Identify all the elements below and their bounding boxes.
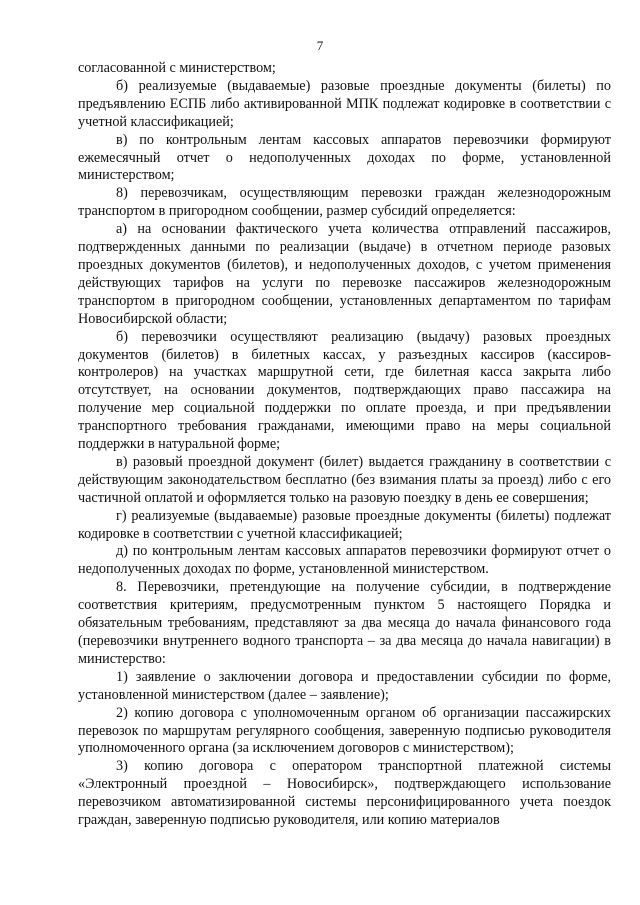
paragraph-subclause-8: 8) перевозчикам, осуществляющим перевозки граждан железнодорожным транспортом в пригородном сообщении, размер субсидий определяется: (78, 185, 611, 220)
paragraph-item-g-rail: г) реализуемые (выдаваемые) разовые проездные документы (билеты) подлежат кодировке в соответствии с учетной классификацией; (78, 507, 611, 542)
paragraph-item-v-rail: в) разовый проездной документ (билет) выдается гражданину в соответствии с действующим законодательством бесплатно (без взимания платы за проезд) либо с его частичной оплатой и оформляется только на разовую поездку в день ее совершения; (78, 453, 611, 506)
page-number: 7 (316, 38, 324, 53)
paragraph-item-d-rail: д) по контрольным лентам кассовых аппаратов перевозчики формируют отчет о недополученных доходах по форме, установленной министерством. (78, 543, 611, 578)
document-body (78, 60, 611, 830)
paragraph-list-item-3: 3) копию договора с оператором транспортной платежной системы «Электронный проездной – Новосибирск», подтверждающего использование перевозчиком автоматизированной системы персонифицированного учета поездок граждан, заверенную подписью руководителя, или копию материалов (78, 758, 611, 829)
paragraph-list-item-2: 2) копию договора с уполномоченным органом об организации пассажирских перевозок по маршрутам регулярного сообщения, заверенную подписью руководителя уполномоченного органа (за исключением договоров с министерством); (78, 704, 611, 757)
paragraph-clause-8: 8. Перевозчики, претендующие на получение субсидии, в подтверждение соответствия критериям, предусмотренным пунктом 5 настоящего Порядка и обязательным требованиям, представляют за два месяца до начала финансового года (перевозчики внутреннего водного транспорта – за два месяца до начала навигации) в министерство: (78, 579, 611, 667)
paragraph-continuation: согласованной с министерством; (78, 60, 276, 76)
paragraph-item-a: а) на основании фактического учета количества отправлений пассажиров, подтвержденных данными по реализации (выдаче) в отчетном периоде разовых проездных документов (билетов), и недополученных доходов, с учетом применения действующих тарифов на услуги по перевозке пассажиров железнодорожным транспортом в пригородном сообщении, установленных департаментом по тарифам Новосибирской области; (78, 221, 611, 327)
paragraph-item-v: в) по контрольным лентам кассовых аппаратов перевозчики формируют ежемесячный отчет о недополученных доходах по форме, установленной министерством; (78, 131, 611, 184)
paragraph-list-item-1: 1) заявление о заключении договора и предоставлении субсидии по форме, установленной министерством (далее – заявление); (78, 668, 611, 703)
paragraph-item-b: б) реализуемые (выдаваемые) разовые проездные документы (билеты) по предъявлению ЕСПБ либо активированной МПК подлежат кодировке в соответствии с учетной классификацией; (78, 77, 611, 130)
paragraph-item-b-rail: б) перевозчики осуществляют реализацию (выдачу) разовых проездных документов (билетов) в билетных кассах, у разъездных кассиров (кассиров-контролеров) на участках маршрутной сети, где билетная касса закрыта либо отсутствует, на основании документов, подтверждающих право пассажира на получение мер социальной поддержки по оплате проезда, и при предъявлении транспортного требования гражданами, имеющими право на меры социальной поддержки в натуральной форме; (78, 328, 611, 453)
